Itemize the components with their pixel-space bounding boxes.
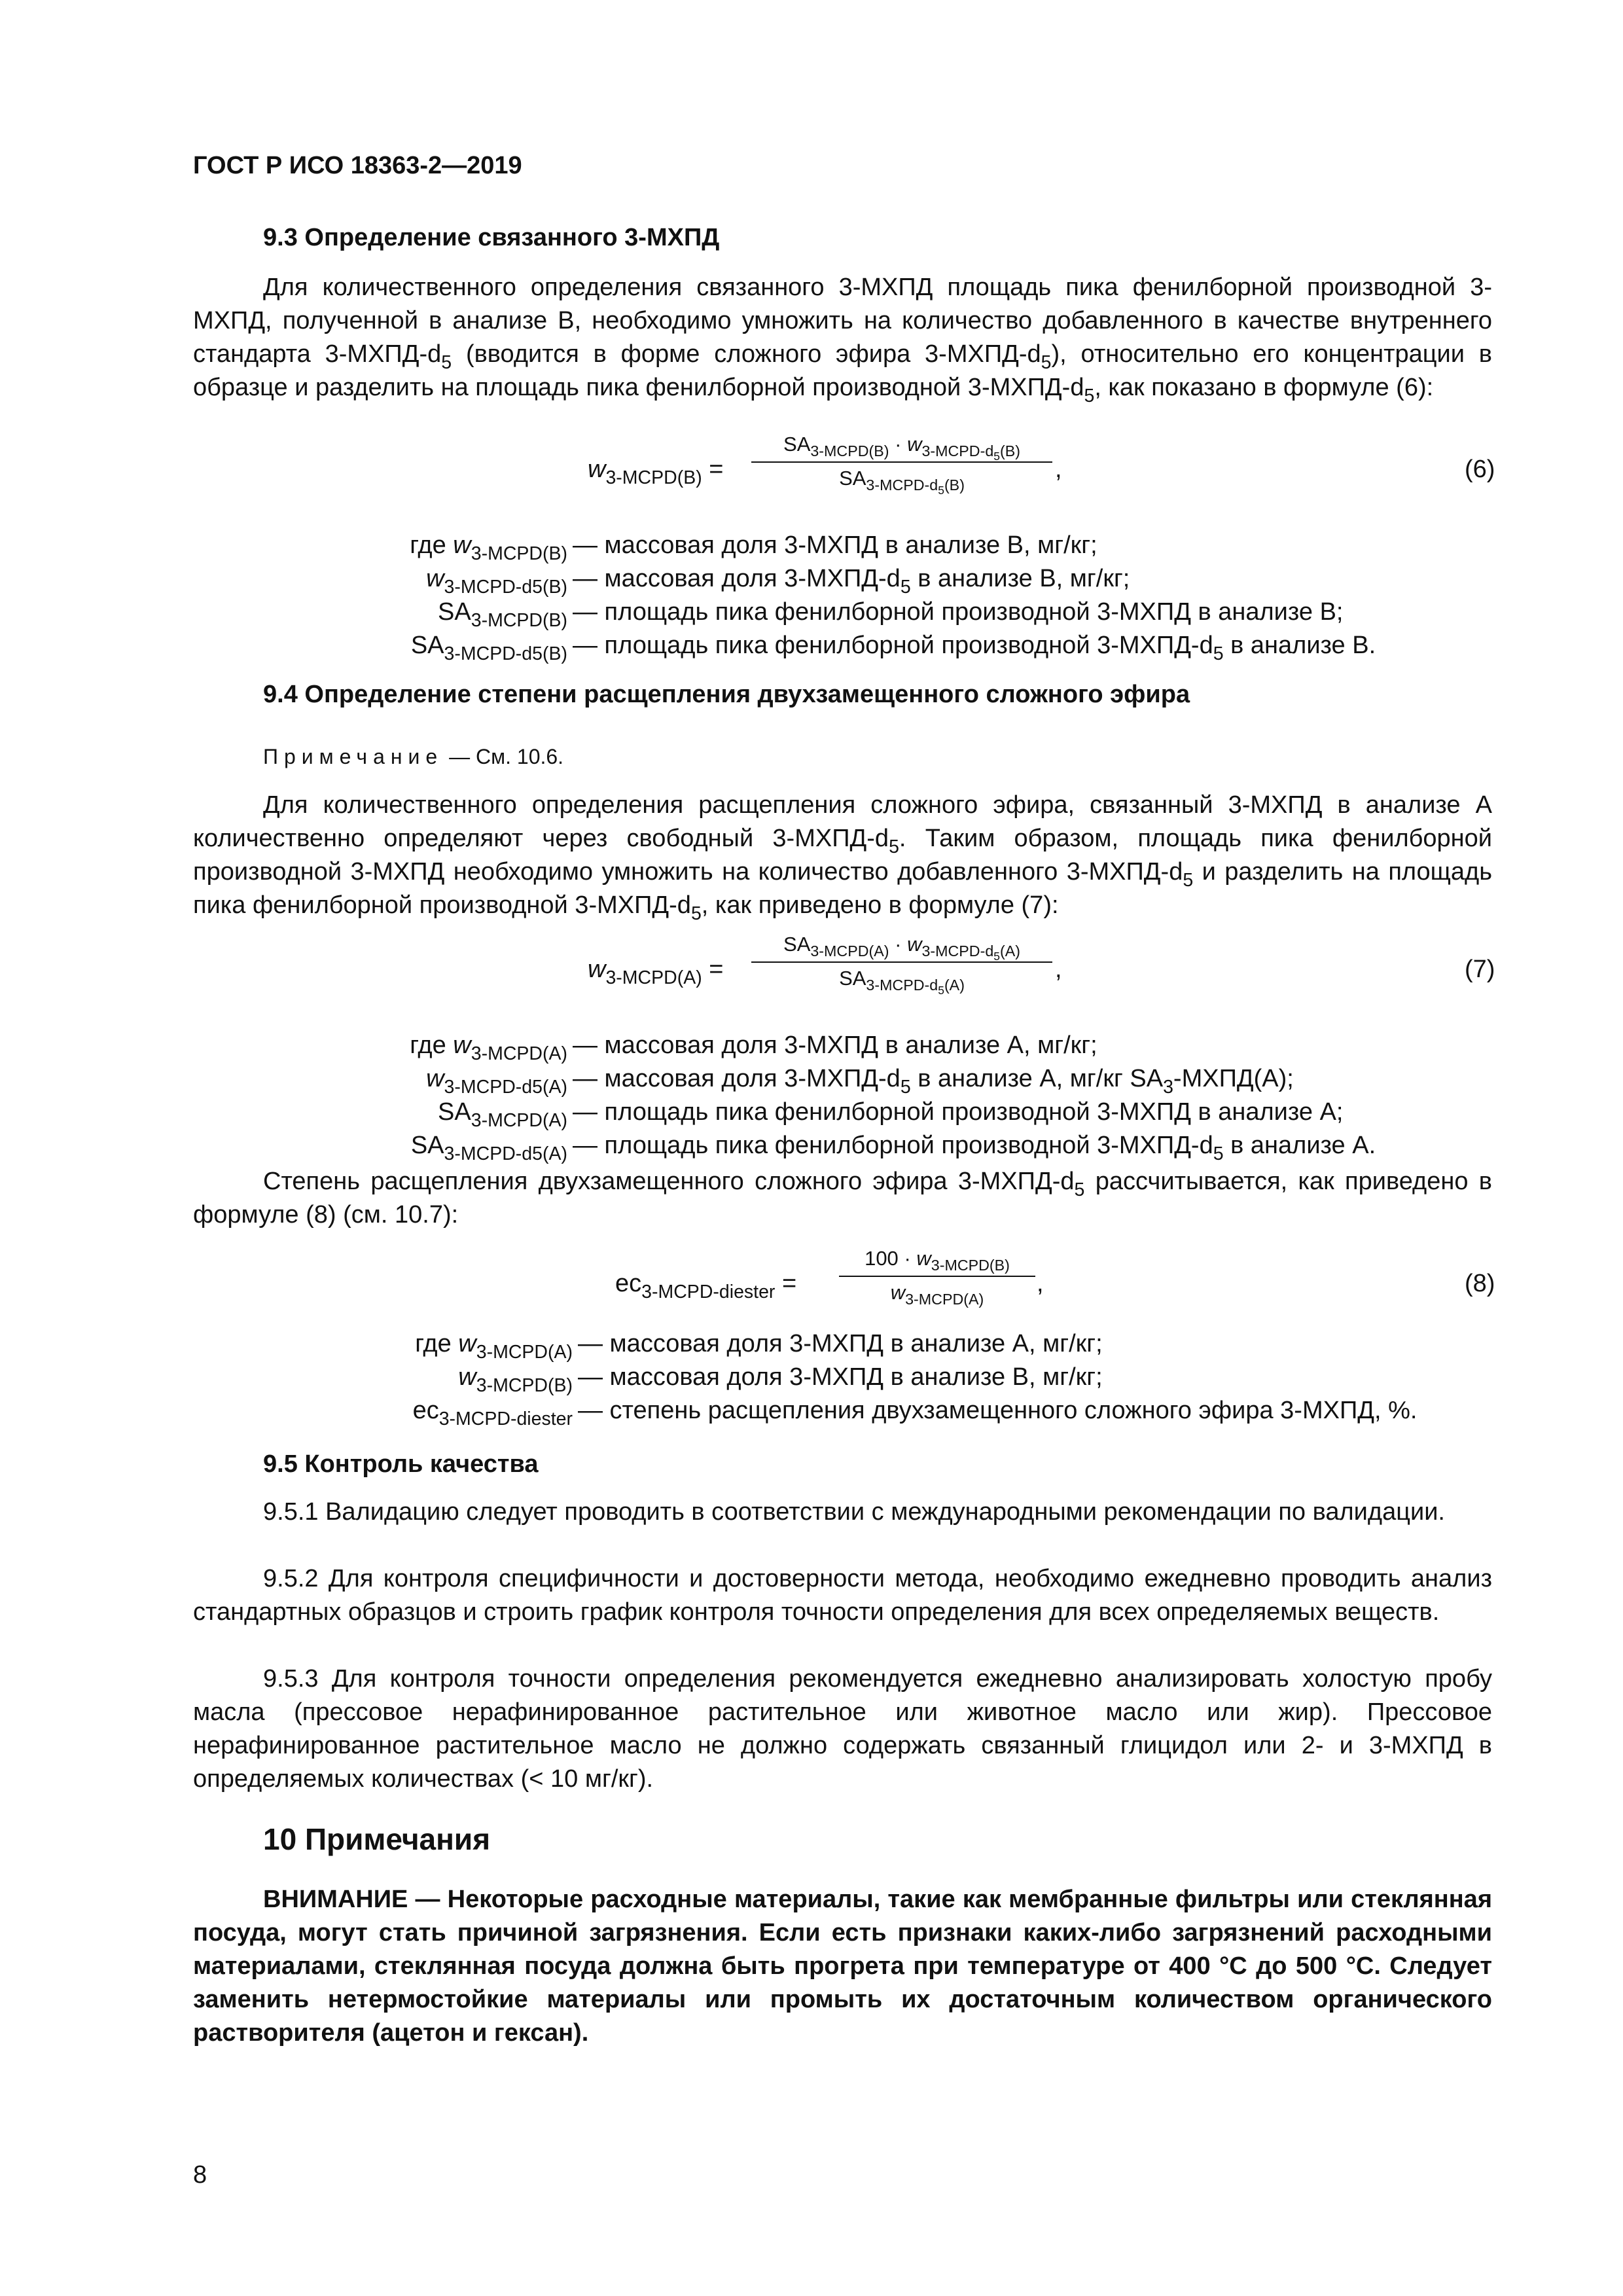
section-9-3-paragraph: Для количественного определения связанного 3-МХПД площадь пика фенилборной производной 3-МХПД, полученной в анализе В, необходимо умножить на количество добавленного в качестве внутреннего стандарта $3-МХПД-d_5$ (вводится в форме сложного эфира $3-МХПД-d_5$), относительно его концентрации в образце и разделить на площадь пика фенилборной производной $3-МХПД-d_5$, как показано в формуле (6): <box>193 274 1492 406</box>
formula-7-denominator: $SA_{3-MCPD-d_5(A)}$ <box>839 967 965 997</box>
section-9-4-paragraph-2: Степень расщепления двухзамещенного сложного эфира $3-МХПД-d_5$ рассчитывается, как приведено в формуле (8) (см. 10.7): <box>193 1168 1492 1229</box>
section-9-5-2: 9.5.2 Для контроля специфичности и достоверности метода, необходимо ежедневно проводить анализ стандартных образцов и строить график контроля точности определения для всех определяемых веществ. <box>193 1565 1492 1626</box>
formula-8-numerator: $100 \cdot w_{3-MCPD(B)}$ <box>865 1247 1010 1274</box>
equation-number-6: (6) <box>1465 456 1495 483</box>
legend-8 <box>193 1327 1492 1427</box>
formula-8: $ec_{3-MCPD-diester}$ = $100 \cdot w_{3-MCPD(B)}$ $w_{3-MCPD(A)}$ , (8) <box>615 1247 1495 1308</box>
section-9-5-title: 9.5 Контроль качества <box>263 1450 539 1478</box>
equation-number-7: (7) <box>1465 956 1495 983</box>
note: Примечание — См. 10.6. <box>263 745 564 768</box>
formula-7: $w_{3-MCPD(A)}$ = $SA_{3-MCPD(A)} \cdot w_{3-MCPD-d_5(A)}$ $SA_{3-MCPD-d_5(A)}$ , (7) <box>588 933 1495 997</box>
standard-designation: ГОСТ Р ИСО 18363-2—2019 <box>193 152 522 179</box>
formula-7-numerator: $SA_{3-MCPD(A)} \cdot w_{3-MCPD-d_5(A)}$ <box>783 933 1020 963</box>
formula-6-denominator: $SA_{3-MCPD-d_5(B)}$ <box>839 467 965 497</box>
formula-6-lhs: $w_{3-MCPD(B)}$ = <box>588 456 724 488</box>
equation-number-8: (8) <box>1465 1270 1495 1297</box>
formula-8-lhs: $ec_{3-MCPD-diester}$ = <box>615 1270 797 1302</box>
legend-row: $w_{3-MCPD(B)}$ — массовая доля 3-МХПД в анализе В, мг/кг; <box>458 1363 1103 1396</box>
formula-7-lhs: $w_{3-MCPD(A)}$ = <box>588 956 724 988</box>
legend-row: $w_{3-MCPD-d5(A)}$ — массовая доля $3-МХПД-d_5$ в анализе А, мг/кг $SA_3-МХПД(А)$; <box>426 1065 1294 1098</box>
legend-row: $w_{3-MCPD-d5(B)}$ — массовая доля $3-МХПД-d_5$ в анализе В, мг/кг; <box>426 565 1130 598</box>
formula-6-fraction <box>751 433 1052 497</box>
formula-6-numerator: $SA_{3-MCPD(B)} \cdot w_{3-MCPD-d_5(B)}$ <box>783 433 1020 463</box>
page-number: 8 <box>193 2161 207 2189</box>
section-10-title: 10 Примечания <box>263 1822 491 1856</box>
formula-6: $w_{3-MCPD(B)}$ = $SA_{3-MCPD(B)} \cdot w_{3-MCPD-d_5(B)}$ $SA_{3-MCPD-d_5(B)}$ , (6) <box>588 433 1495 497</box>
section-9-3-title: 9.3 Определение связанного 3-МХПД <box>263 224 720 251</box>
section-9-4-title: 9.4 Определение степени расщепления двухзамещенного сложного эфира <box>263 681 1190 708</box>
formula-8-denominator: $w_{3-MCPD(A)}$ <box>890 1281 984 1308</box>
legend-row: $SA_{3-MCPD(A)}$ — площадь пика фенилборной производной 3-МХПД в анализе А; <box>438 1098 1344 1131</box>
section-9-5-3: 9.5.3 Для контроля точности определения рекомендуется ежедневно анализировать холостую пробу масла (прессовое нерафинированное растительное или животное масло или жир). Прессовое нерафинированное растительное масло не должно содержать связанный глицидол или 2- и 3-МХПД в определяемых количествах (< 10 мг/кг). <box>193 1665 1492 1793</box>
formula-8-fraction <box>839 1247 1035 1308</box>
legend-row: $SA_{3-MCPD-d5(A)}$ — площадь пика фенилборной производной $3-МХПД-d_5$ в анализе А. <box>410 1132 1376 1164</box>
warning-paragraph: ВНИМАНИЕ — Некоторые расходные материалы, такие как мембранные фильтры или стеклянная посуда, могут стать причиной загрязнения. Если есть признаки каких-либо загрязнений расходными материалами, стеклянная посуда должна быть прогрета при температуре от 400 °С до 500 °С. Следует заменить нетермостойкие материалы или промыть их достаточным количеством органического растворителя (ацетон и гексан). <box>193 1886 1492 2047</box>
formula-7-fraction <box>751 933 1052 997</box>
legend-row: $ec_{3-MCPD-diester}$ — степень расщепления двухзамещенного сложного эфира 3-МХПД, %. <box>412 1397 1418 1429</box>
legend-row: $SA_{3-MCPD(B)}$ — площадь пика фенилборной производной 3-МХПД в анализе В; <box>438 598 1344 631</box>
legend-6 <box>193 529 1492 662</box>
legend-7 <box>193 1029 1492 1162</box>
section-9-4-paragraph-1: Для количественного определения расщепления сложного эфира, связанный 3-МХПД в анализе А количественно определяют через свободный $3-МХПД-d_5$. Таким образом, площадь пика фенилборной производной 3-МХПД необходимо умножить на количество добавленного $3-МХПД-d_5$ и разделить на площадь пика фенилборной производной $3-МХПД-d_5$, как приведено в формуле (7): <box>193 791 1492 924</box>
legend-row: где $w_{3-MCPD(A)}$ — массовая доля 3-МХПД в анализе А, мг/кг; <box>410 1031 1097 1064</box>
legend-row: где $w_{3-MCPD(A)}$ — массовая доля 3-МХПД в анализе А, мг/кг; <box>415 1330 1103 1363</box>
legend-row: $SA_{3-MCPD-d5(B)}$ — площадь пика фенилборной производной $3-МХПД-d_5$ в анализе В. <box>410 632 1376 664</box>
section-9-5-1: 9.5.1 Валидацию следует проводить в соответствии с международными рекомендации по валидации. <box>263 1498 1445 1526</box>
legend-row: где $w_{3-MCPD(B)}$ — массовая доля 3-МХПД в анализе В, мг/кг; <box>410 531 1097 564</box>
